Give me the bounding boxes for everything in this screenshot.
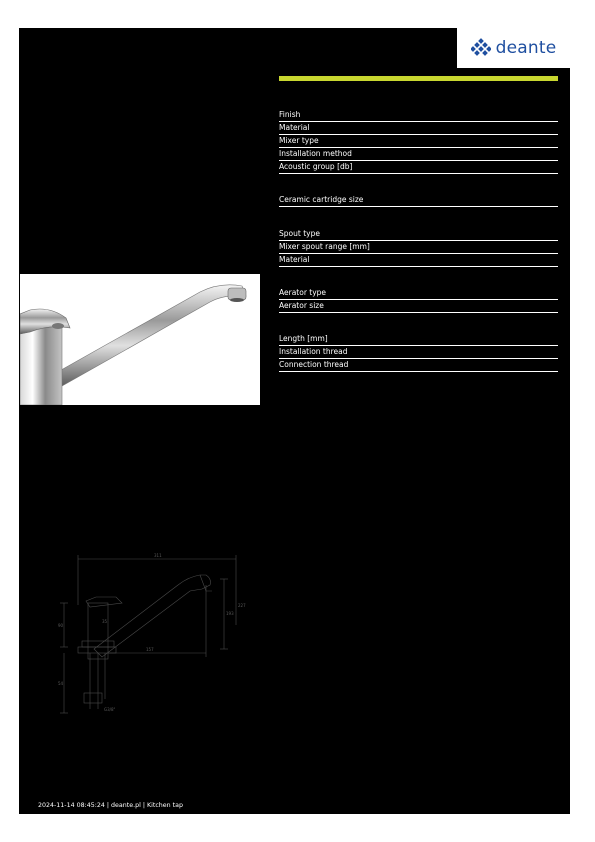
spec-label-installation-method: Installation method <box>279 148 558 161</box>
page-footer: 2024-11-14 08:45:24 | deante.pl | Kitchen tap <box>38 802 183 809</box>
dim-label-311: 311 <box>154 553 162 558</box>
kitchen-tap-image <box>20 274 260 405</box>
spec-label-acoustic-group: Acoustic group [db] <box>279 161 558 174</box>
footer-timestamp: 2024-11-14 08:45:24 <box>38 802 105 809</box>
spec-group-spout <box>279 228 558 267</box>
dim-label-35: 35 <box>102 619 108 624</box>
footer-site-link[interactable]: deante.pl <box>111 802 141 809</box>
spec-label-mixer-type: Mixer type <box>279 135 558 148</box>
tap-dimension-drawing <box>50 545 250 720</box>
spec-group-aerator <box>279 287 558 313</box>
spec-label-spout-type: Spout type <box>279 228 558 241</box>
spec-label-aerator-type: Aerator type <box>279 287 558 300</box>
footer-product-name: Kitchen tap <box>146 802 183 809</box>
accent-bar <box>279 76 558 81</box>
spec-label-spout-material: Material <box>279 254 558 267</box>
dim-label-193: 193 <box>226 611 234 616</box>
dim-label-54: 54 <box>58 681 64 686</box>
dim-label-157: 157 <box>146 647 154 652</box>
spec-label-connection-thread: Connection thread <box>279 359 558 372</box>
spec-label-material: Material <box>279 122 558 135</box>
product-photo <box>20 274 260 405</box>
deante-logo-icon <box>471 38 491 58</box>
spec-label-cartridge-size: Ceramic cartridge size <box>279 194 558 207</box>
spec-label-finish: Finish <box>279 109 558 122</box>
dim-label-thread: G3/8" <box>104 707 116 712</box>
spec-label-length: Length [mm] <box>279 333 558 346</box>
spec-label-installation-thread: Installation thread <box>279 346 558 359</box>
spec-label-spout-range: Mixer spout range [mm] <box>279 241 558 254</box>
dim-label-227: 227 <box>238 603 246 608</box>
spec-group-cartridge <box>279 194 558 207</box>
brand-name: deante <box>495 38 557 58</box>
dim-label-90: 90 <box>58 623 64 628</box>
spec-group-general <box>279 109 558 174</box>
brand-logo[interactable] <box>457 28 570 68</box>
technical-drawing <box>50 545 250 720</box>
spec-group-connection <box>279 333 558 372</box>
spec-label-aerator-size: Aerator size <box>279 300 558 313</box>
